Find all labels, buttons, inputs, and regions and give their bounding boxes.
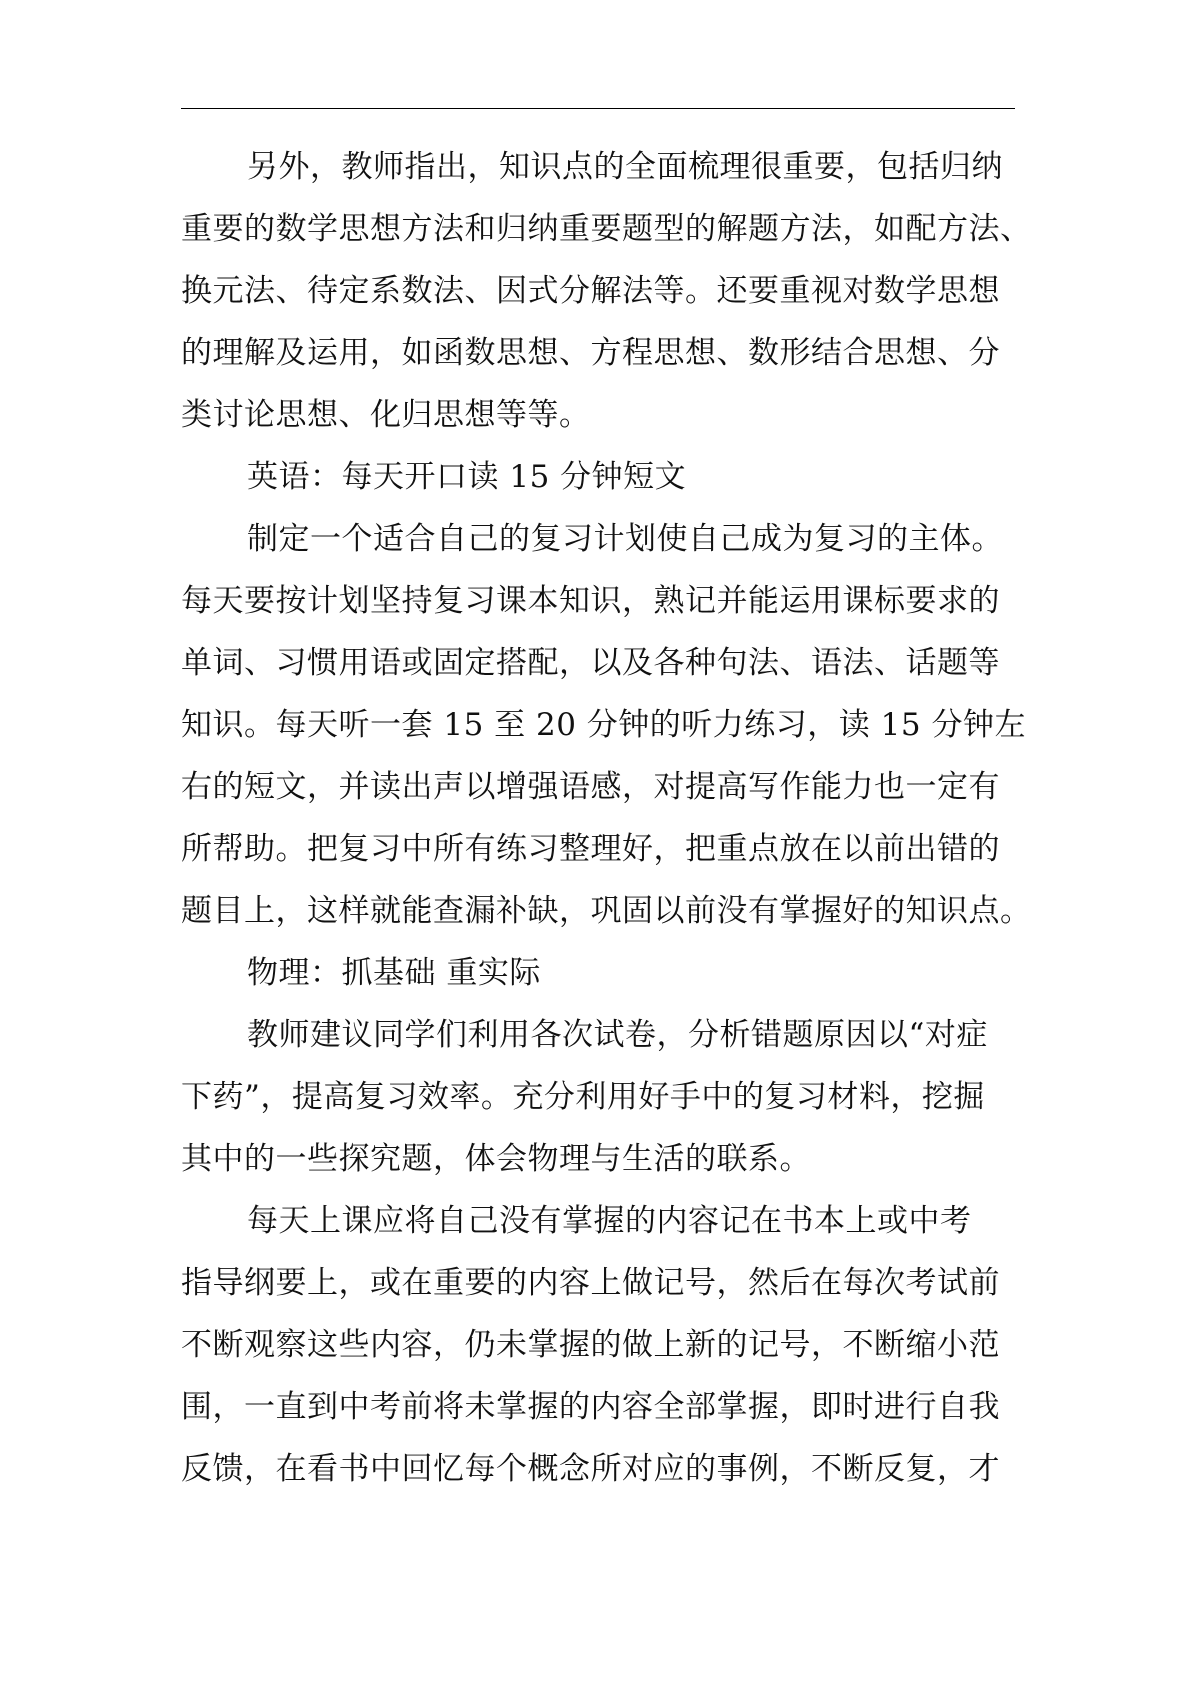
- text-line: 不断观察这些内容，仍未掌握的做上新的记号，不断缩小范: [181, 1327, 1000, 1363]
- text-line: 重要的数学思想方法和归纳重要题型的解题方法，如配方法、: [181, 211, 1032, 247]
- text-line: 单词、习惯用语或固定搭配，以及各种句法、语法、话题等: [181, 645, 1000, 681]
- text-line: 制定一个适合自己的复习计划使自己成为复习的主体。: [247, 521, 1003, 557]
- text-line: 右的短文，并读出声以增强语感，对提高写作能力也一定有: [181, 769, 1000, 805]
- text-line: 换元法、待定系数法、因式分解法等。还要重视对数学思想: [181, 273, 1000, 309]
- text-line: 每天要按计划坚持复习课本知识，熟记并能运用课标要求的: [181, 583, 1000, 619]
- text-line: 的理解及运用，如函数思想、方程思想、数形结合思想、分: [181, 335, 1000, 371]
- text-line: 教师建议同学们利用各次试卷，分析错题原因以“对症: [247, 1017, 988, 1053]
- text-line: 指导纲要上，或在重要的内容上做记号，然后在每次考试前: [181, 1265, 1000, 1301]
- text-line: 下药”，提高复习效率。充分利用好手中的复习材料，挖掘: [181, 1079, 985, 1115]
- text-line: 所帮助。把复习中所有练习整理好，把重点放在以前出错的: [181, 831, 1000, 867]
- text-line: 题目上，这样就能查漏补缺，巩固以前没有掌握好的知识点。: [181, 893, 1032, 929]
- text-line: 类讨论思想、化归思想等等。: [181, 397, 591, 433]
- text-line: 其中的一些探究题，体会物理与生活的联系。: [181, 1141, 811, 1177]
- text-line: 反馈，在看书中回忆每个概念所对应的事例，不断反复，才: [181, 1451, 1000, 1487]
- text-line: 另外，教师指出，知识点的全面梳理很重要，包括归纳: [247, 149, 1003, 185]
- header-rule: [181, 108, 1015, 109]
- text-line: 每天上课应将自己没有掌握的内容记在书本上或中考: [247, 1203, 972, 1239]
- section-heading-physics: 物理：抓基础 重实际: [247, 955, 541, 991]
- section-heading-english: 英语：每天开口读 15 分钟短文: [247, 459, 687, 495]
- text-line: 知识。每天听一套 15 至 20 分钟的听力练习，读 15 分钟左: [181, 707, 1026, 743]
- text-line: 围，一直到中考前将未掌握的内容全部掌握，即时进行自我: [181, 1389, 1000, 1425]
- document-body: [181, 136, 1032, 1500]
